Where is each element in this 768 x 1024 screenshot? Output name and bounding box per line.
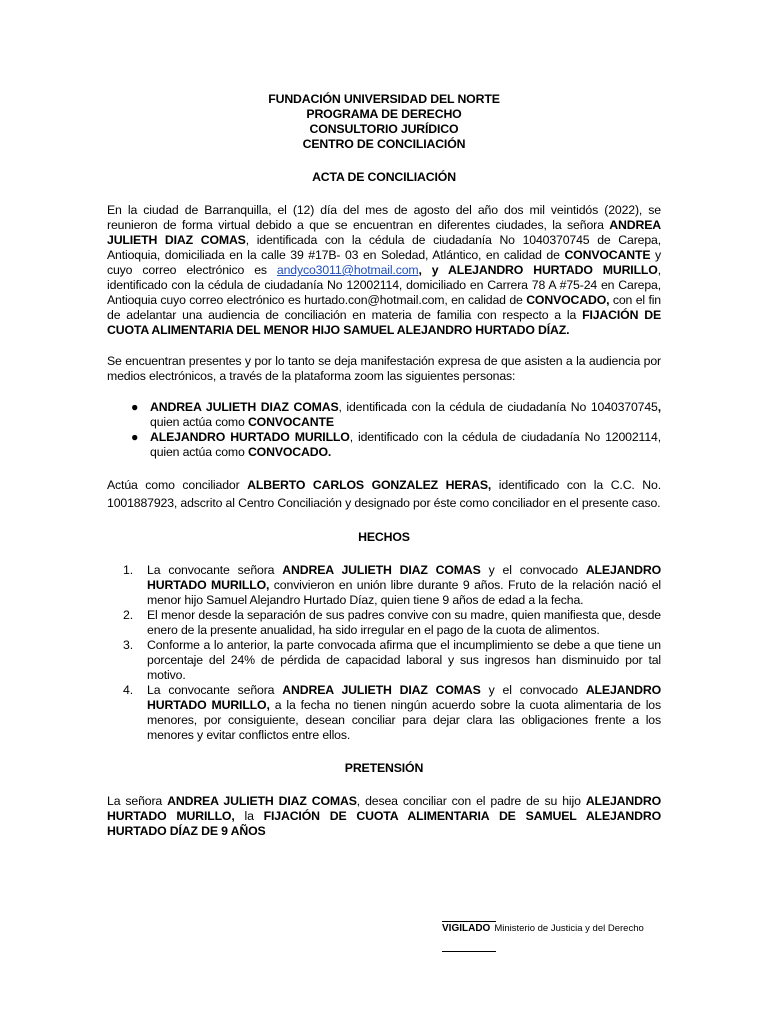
intro-text-1: En la ciudad de Barranquilla, el (12) día del mes de agosto del año dos mil veintidós (2022), se reunieron de forma virtual debido a que se encuentran en diferentes ciudades, la señora [107, 203, 661, 232]
attendee-role: CONVOCANTE [247, 415, 334, 429]
attendee-name: ANDREA JULIETH DIAZ COMAS [150, 400, 339, 414]
bullet-icon: ● [131, 430, 139, 444]
conciliator-text-2: identificado con la C.C. No. 1001887923, adscrito al Centro Conciliación y designado por éste como conciliador en el presente caso. [107, 478, 661, 510]
ministry-label: Ministerio de Justicia y del Derecho [494, 923, 644, 934]
attendee-desc: , identificada con la cédula de ciudadanía No 1040370745 [338, 400, 658, 414]
divider [442, 921, 496, 922]
convocante-role: CONVOCANTE [564, 248, 651, 262]
item-text: y el convocado [480, 683, 586, 697]
header-line-3: CONSULTORIO JURÍDICO [309, 122, 459, 136]
institution-header [107, 92, 661, 152]
item-text: La convocante señora [147, 563, 283, 577]
intro-text-2: , identificada con la cédula de ciudadanía No 1040370745 de Carepa, Antioquia, domiciliada en la calle 39 #17B- 03 en Soledad, Atlántico, en calidad de [107, 233, 661, 262]
intro-paragraph [107, 203, 661, 338]
intro-text-5: , identificado con la cédula de ciudadanía No 12002114, domiciliado en Carrera 78 A #75-24 en Carepa, Antioquia cuyo correo electrónico es hurtado.con@hotmail.com, en calidad de [107, 263, 661, 307]
item-bold: ALEJANDRO HURTADO MURILLO, [147, 563, 661, 592]
convocado-role: CONVOCADO, [526, 293, 610, 307]
list-item [107, 563, 661, 608]
intro-text-4: , y [418, 263, 449, 277]
list-item [107, 430, 661, 460]
item-number: 3. [123, 638, 133, 652]
item-bold: ANDREA JULIETH DIAZ COMAS [282, 683, 481, 697]
pretension-bold-1: ANDREA JULIETH DIAZ COMAS [167, 794, 357, 808]
convocante-email-link[interactable]: andyco3011@hotmail.com [276, 263, 419, 277]
attendee-name: ALEJANDRO HURTADO MURILLO [150, 430, 350, 444]
convocante-name: ANDREA JULIETH DIAZ COMAS [107, 218, 661, 247]
header-line-1: FUNDACIÓN UNIVERSIDAD DEL NORTE [268, 92, 500, 106]
conciliator-name: ALBERTO CARLOS GONZALEZ HERAS, [247, 478, 492, 492]
item-text: convivieron en unión libre durante 9 años. Fruto de la relación nació el menor hijo Samuel Alejandro Hurtado Díaz, quien tiene 9 años de edad a la fecha. [147, 578, 661, 607]
pretension-text-1: La señora [107, 794, 168, 808]
hechos-list [107, 563, 661, 743]
attendee-acts: quien actúa como [150, 445, 248, 459]
conciliator-text-1: Actúa como conciliador [107, 478, 248, 492]
item-text: La convocante señora [147, 683, 283, 697]
intro-text-6: con el fin de adelantar una audiencia de conciliación en materia de familia con respecto a la [107, 293, 661, 322]
presence-paragraph: Se encuentran presentes y por lo tanto se deja manifestación expresa de que asisten a la audiencia por medios electrónicos, a través de la plataforma zoom las siguientes personas: [107, 354, 661, 383]
item-text: a la fecha no tienen ningún acuerdo sobre la cuota alimentaria de los menores, por consiguiente, desean conciliar para dejar clara las obligaciones frente a los menores y evitar conflictos entre ellos. [147, 698, 661, 742]
attendee-sep: , [657, 430, 661, 444]
header-line-4: CENTRO DE CONCILIACIÓN [302, 137, 466, 151]
item-number: 1. [123, 563, 133, 577]
hechos-heading: HECHOS [358, 530, 410, 544]
list-item [107, 608, 661, 638]
document-title: ACTA DE CONCILIACIÓN [312, 170, 456, 184]
convocado-name: ALEJANDRO HURTADO MURILLO [448, 263, 658, 277]
attendee-sep: , [657, 400, 661, 414]
attendee-role: CONVOCADO. [247, 445, 332, 459]
item-bold: ALEJANDRO HURTADO MURILLO, [147, 683, 661, 712]
item-bold: ANDREA JULIETH DIAZ COMAS [282, 563, 481, 577]
attendee-desc: , identificado con la cédula de ciudadanía No 12002114 [349, 430, 658, 444]
pretension-text-2: , desea conciliar con el padre de su hijo [356, 794, 586, 808]
list-item [107, 400, 661, 430]
item-text: y el convocado [480, 563, 586, 577]
pretension-bold-2: ALEJANDRO HURTADO MURILLO, [107, 794, 661, 823]
bullet-icon: ● [131, 400, 139, 414]
pretension-text-3: la [234, 809, 264, 823]
conciliator-paragraph [107, 476, 661, 512]
attendees-list [107, 400, 661, 460]
item-number: 2. [123, 608, 133, 622]
item-number: 4. [123, 683, 133, 697]
list-item [107, 683, 661, 743]
item-text: Conforme a lo anterior, la parte convocada afirma que el incumplimiento se debe a que tiene un porcentaje del 24% de pérdida de capacidad laboral y sus ingresos han disminuido por tal motivo. [147, 638, 661, 682]
divider [442, 951, 496, 952]
document-body [107, 92, 661, 839]
pretension-heading: PRETENSIÓN [344, 761, 424, 775]
attendee-acts: quien actúa como [150, 415, 248, 429]
header-line-2: PROGRAMA DE DERECHO [306, 107, 462, 121]
vigilado-label: VIGILADO [442, 923, 491, 934]
pretension-bold-3: FIJACIÓN DE CUOTA ALIMENTARIA DE SAMUEL ALEJANDRO HURTADO DÍAZ DE 9 AÑOS [107, 809, 661, 838]
pretension-paragraph [107, 794, 661, 839]
conciliation-subject: FIJACIÓN DE CUOTA ALIMENTARIA DEL MENOR HIJO SAMUEL ALEJANDRO HURTADO DÍAZ. [107, 308, 661, 337]
intro-text-3: y cuyo correo electrónico es [107, 248, 662, 277]
item-text: El menor desde la separación de sus padres convive con su madre, quien manifiesta que, desde enero de la presente anualidad, ha sido irregular en el pago de la cuota de alimentos. [147, 608, 661, 637]
vigilado-footer [442, 923, 672, 935]
list-item [107, 638, 661, 683]
